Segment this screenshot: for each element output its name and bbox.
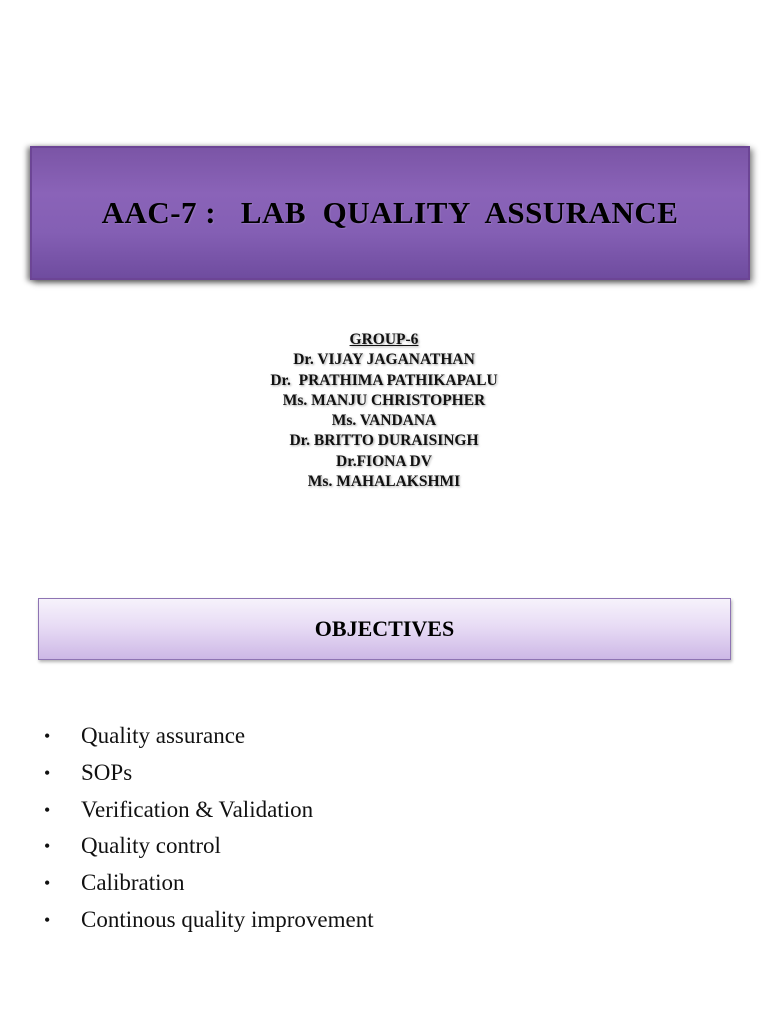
list-item [44, 902, 374, 939]
slide-title: AAC-7 : LAB QUALITY ASSURANCE [101, 195, 679, 230]
objective-text: SOPs [81, 759, 133, 785]
bullet-icon: • [44, 799, 51, 820]
objectives-banner [38, 598, 731, 660]
objective-text: Calibration [81, 870, 185, 896]
objective-text: Quality assurance [81, 723, 246, 748]
member-name: Dr. VIJAY JAGANATHAN [293, 351, 475, 369]
member-name: Ms. MANJU CHRISTOPHER [282, 391, 486, 409]
objective-text: Quality control [81, 833, 221, 859]
member-name: Dr. BRITTO DURAISINGH [289, 432, 479, 450]
list-item [44, 718, 374, 755]
bullet-icon: • [44, 909, 51, 930]
group-label: GROUP-6 [349, 331, 419, 348]
bullet-icon: • [44, 836, 51, 857]
list-item [44, 865, 374, 902]
list-item [44, 755, 374, 792]
member-name: Ms. VANDANA [331, 412, 437, 430]
group-members-block [0, 330, 768, 492]
member-name: Ms. MAHALAKSHMI [307, 473, 461, 491]
objective-text: Verification & Validation [81, 796, 314, 822]
list-item [44, 792, 374, 829]
bullet-icon: • [44, 873, 51, 894]
bullet-icon: • [44, 726, 51, 746]
objectives-list [44, 718, 374, 939]
member-name: Dr. PRATHIMA PATHIKAPALU [270, 371, 498, 389]
title-banner [30, 146, 750, 280]
bullet-icon: • [44, 762, 51, 783]
objective-text: Continous quality improvement [81, 906, 374, 932]
list-item [44, 828, 374, 865]
objectives-heading: OBJECTIVES [314, 616, 455, 641]
member-name: Dr.FIONA DV [336, 452, 432, 470]
